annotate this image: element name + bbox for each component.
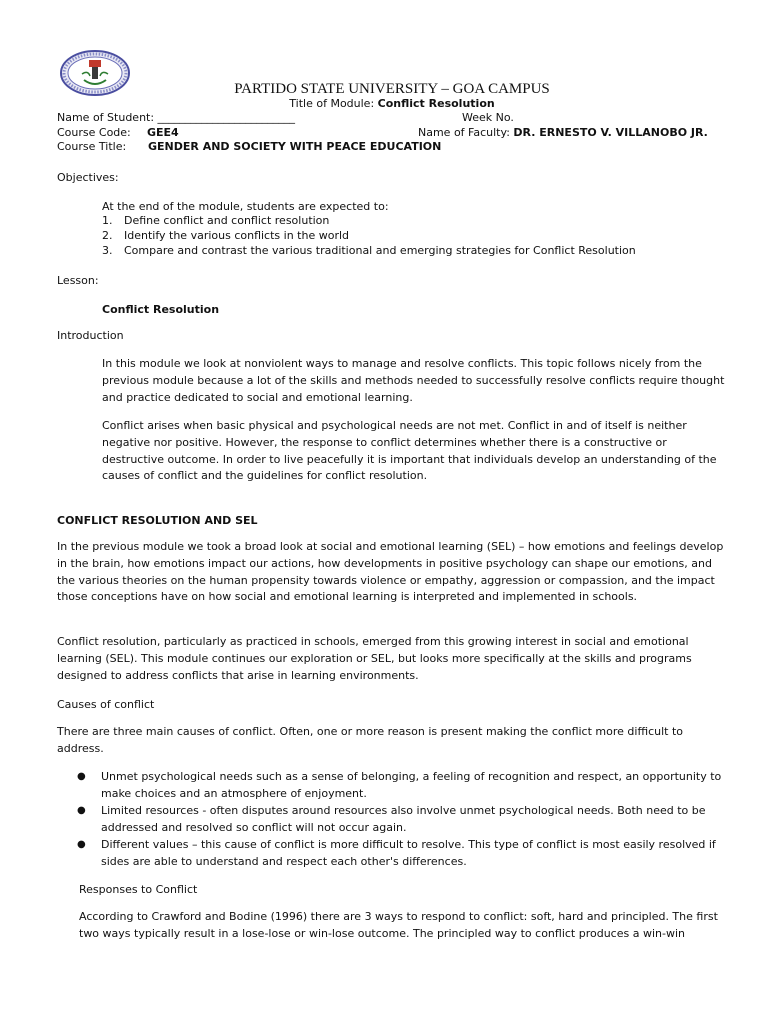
university-name: PARTIDO STATE UNIVERSITY – GOA CAMPUS xyxy=(234,81,550,97)
introduction-heading: Introduction xyxy=(57,329,124,342)
objective-number: 2. xyxy=(102,229,113,242)
objective-number: 1. xyxy=(102,214,113,227)
lesson-title: Conflict Resolution xyxy=(102,303,220,316)
causes-heading: Causes of conflict xyxy=(57,698,155,711)
causes-intro: There are three main causes of conflict. Often, one or more reason is present making the conflict more difficult to address. xyxy=(57,725,684,755)
objectives-intro: At the end of the module, students are expected to: xyxy=(102,200,389,213)
bullet-icon: ● xyxy=(77,805,86,816)
module-title-line xyxy=(0,97,768,111)
objectives-heading: Objectives: xyxy=(57,171,119,184)
sel-paragraph: In the previous module we took a broad look at social and emotional learning (SEL) – how emotions and feelings develop in the brain, how emotions impact our actions, how developments in positive psychology can shape our emotions, and the various theories on the human propensity towards violence or empathy, aggression or compassion, and the impact those conceptions have on how social and emotional learning is interpreted and implemented in schools. xyxy=(57,540,724,604)
intro-paragraph: Conflict arises when basic physical and psychological needs are not met. Conflict in and of itself is neither negative nor positive. However, the response to conflict determines whether there is a constructive or destructive outcome. In order to live peacefully it is important that individuals develop an understanding of the causes of conflict and the guidelines for conflict resolution. xyxy=(102,419,717,483)
intro-paragraph: In this module we look at nonviolent ways to manage and resolve conflicts. This topic follows nicely from the previous module because a lot of the skills and methods needed to successfully resolve conflicts require thought and practice dedicated to social and emotional learning. xyxy=(102,357,725,404)
cause-bullet-item: Different values – this cause of conflict is more difficult to resolve. This type of conflict is most easily resolved if sides are able to understand and respect each other's differences. xyxy=(101,838,716,868)
responses-paragraph: According to Crawford and Bodine (1996) there are 3 ways to respond to conflict: soft, hard and principled. The first two ways typically result in a lose-lose or win-lose outcome. The principled way to conflict produces a win-win xyxy=(79,910,718,940)
objective-item: Compare and contrast the various traditional and emerging strategies for Conflict Resolution xyxy=(124,244,636,257)
sel-paragraph: Conflict resolution, particularly as practiced in schools, emerged from this growing interest in social and emotional learning (SEL). This module continues our exploration or SEL, but looks more specifically at the skills and programs designed to address conflicts that arise in learning environments. xyxy=(57,635,692,682)
bullet-icon: ● xyxy=(77,839,86,850)
faculty-name: DR. ERNESTO V. VILLANOBO JR. xyxy=(513,126,708,139)
module-title: Conflict Resolution xyxy=(377,97,495,110)
objective-item: Identify the various conflicts in the world xyxy=(124,229,350,242)
faculty-line xyxy=(418,126,708,140)
week-number-label: Week No. xyxy=(462,111,514,124)
cause-bullet-item: Unmet psychological needs such as a sense of belonging, a feeling of recognition and respect, an opportunity to make choices and an atmosphere of enjoyment. xyxy=(101,770,722,800)
lesson-heading: Lesson: xyxy=(57,274,99,287)
objective-number: 3. xyxy=(102,244,113,257)
course-title-label: Course Title: xyxy=(57,140,127,153)
course-title: GENDER AND SOCIETY WITH PEACE EDUCATION xyxy=(148,140,442,153)
objective-item: Define conflict and conflict resolution xyxy=(124,214,330,227)
faculty-label: Name of Faculty: xyxy=(418,126,514,139)
student-name-line: Name of Student: _________________________ xyxy=(57,111,296,124)
responses-heading: Responses to Conflict xyxy=(79,883,198,896)
sel-heading: CONFLICT RESOLUTION AND SEL xyxy=(57,514,258,527)
course-code: GEE4 xyxy=(147,126,179,139)
module-title-label: Title of Module: xyxy=(289,97,378,110)
bullet-icon: ● xyxy=(77,771,86,782)
cause-bullet-item: Limited resources - often disputes around resources also involve unmet psychological needs. Both need to be addressed and resolved so conflict will not occur again. xyxy=(101,804,706,834)
course-code-label: Course Code: xyxy=(57,126,131,139)
